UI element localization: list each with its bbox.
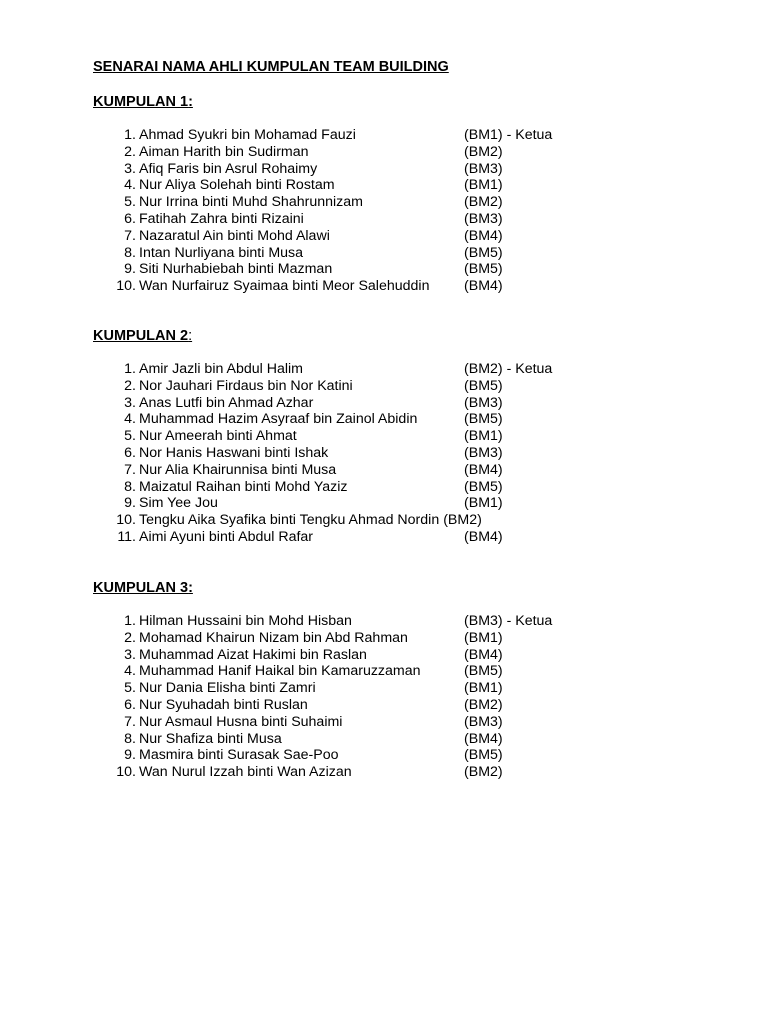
item-number: 8. bbox=[124, 244, 136, 261]
list-item bbox=[93, 428, 733, 445]
member-name: Amir Jazli bin Abdul Halim bbox=[139, 361, 304, 377]
item-number: 10. bbox=[116, 764, 136, 781]
member-name: Nur Ameerah binti Ahmat bbox=[139, 428, 297, 445]
list-item bbox=[93, 462, 733, 479]
group-title-text: KUMPULAN 3 bbox=[93, 580, 189, 596]
item-number: 4. bbox=[124, 663, 136, 680]
member-class-code: (BM5) bbox=[464, 478, 503, 495]
member-class-code: (BM1) bbox=[464, 495, 503, 512]
group-section bbox=[93, 328, 733, 546]
member-class-code: (BM2) bbox=[464, 764, 503, 781]
item-number: 7. bbox=[124, 461, 136, 478]
member-class-code: (BM3) bbox=[464, 210, 503, 227]
item-number: 9. bbox=[124, 261, 136, 278]
member-name: Nazaratul Ain binti Mohd Alawi bbox=[139, 227, 330, 244]
list-item bbox=[93, 613, 733, 630]
member-class-code: (BM5) bbox=[464, 261, 503, 278]
list-item bbox=[93, 529, 733, 546]
member-list bbox=[93, 127, 733, 295]
member-class-code: (BM4) bbox=[464, 730, 503, 747]
member-class-code: (BM1) bbox=[464, 629, 503, 646]
group-title bbox=[93, 94, 733, 111]
list-item bbox=[93, 647, 733, 664]
item-number: 6. bbox=[124, 210, 136, 227]
member-name: Ahmad Syukri bin Mohamad Fauzi bbox=[139, 127, 356, 143]
list-item bbox=[93, 278, 733, 295]
list-item bbox=[93, 764, 733, 781]
member-class-code: (BM2) bbox=[443, 512, 482, 529]
member-class-code: (BM1) bbox=[464, 428, 503, 445]
member-entry bbox=[139, 512, 482, 529]
member-name: Nor Jauhari Firdaus bin Nor Katini bbox=[139, 377, 353, 394]
item-number: 11. bbox=[117, 528, 136, 545]
group-title-colon: : bbox=[188, 580, 193, 596]
item-number: 10. bbox=[116, 278, 136, 295]
member-class-code: (BM3) - Ketua bbox=[464, 613, 553, 629]
member-class-code: (BM3) bbox=[464, 394, 503, 411]
member-class-code: (BM3) bbox=[464, 160, 503, 177]
item-number: 1. bbox=[124, 127, 136, 143]
item-number: 3. bbox=[124, 394, 136, 411]
item-number: 2. bbox=[124, 629, 136, 646]
list-item bbox=[93, 630, 733, 647]
member-name: Masmira binti Surasak Sae-Poo bbox=[139, 747, 339, 764]
member-class-code: (BM2) bbox=[464, 194, 503, 211]
member-name: Siti Nurhabiebah binti Mazman bbox=[139, 261, 333, 278]
item-number: 1. bbox=[124, 613, 136, 629]
list-item bbox=[93, 228, 733, 245]
item-number: 6. bbox=[124, 696, 136, 713]
member-name: Wan Nurul Izzah binti Wan Azizan bbox=[139, 764, 352, 781]
document-title: SENARAI NAMA AHLI KUMPULAN TEAM BUILDING bbox=[93, 59, 449, 75]
member-class-code: (BM2) - Ketua bbox=[464, 361, 553, 377]
list-item bbox=[93, 127, 733, 144]
list-item bbox=[93, 261, 733, 278]
member-name: Anas Lutfi bin Ahmad Azhar bbox=[139, 394, 314, 411]
list-item bbox=[93, 245, 733, 262]
member-class-code: (BM3) bbox=[464, 713, 503, 730]
list-item bbox=[93, 144, 733, 161]
list-item bbox=[93, 495, 733, 512]
member-name: Nur Aliya Solehah binti Rostam bbox=[139, 177, 335, 194]
list-item bbox=[93, 194, 733, 211]
member-name: Aiman Harith bin Sudirman bbox=[139, 143, 309, 160]
list-item bbox=[93, 680, 733, 697]
member-name: Nur Syuhadah binti Ruslan bbox=[139, 696, 308, 713]
member-class-code: (BM2) bbox=[464, 143, 503, 160]
item-number: 7. bbox=[124, 227, 136, 244]
group-title-text: KUMPULAN 1 bbox=[93, 94, 189, 110]
member-class-code: (BM1) bbox=[464, 177, 503, 194]
member-class-code: (BM5) bbox=[464, 747, 503, 764]
member-class-code: (BM5) bbox=[464, 411, 503, 428]
member-name: Nur Dania Elisha binti Zamri bbox=[139, 680, 316, 697]
member-name: Muhammad Hazim Asyraaf bin Zainol Abidin bbox=[139, 411, 418, 428]
list-item bbox=[93, 411, 733, 428]
item-number: 2. bbox=[124, 377, 136, 394]
member-name: Muhammad Aizat Hakimi bin Raslan bbox=[139, 646, 367, 663]
list-item bbox=[93, 663, 733, 680]
member-name: Aimi Ayuni binti Abdul Rafar bbox=[139, 528, 314, 545]
item-number: 1. bbox=[124, 361, 136, 377]
member-class-code: (BM3) bbox=[464, 444, 503, 461]
list-item bbox=[93, 479, 733, 496]
list-item bbox=[93, 512, 733, 529]
member-name: Wan Nurfairuz Syaimaa binti Meor Salehuddin bbox=[139, 278, 430, 295]
list-item bbox=[93, 211, 733, 228]
member-name: Nur Irrina binti Muhd Shahrunnizam bbox=[139, 194, 363, 211]
item-number: 7. bbox=[124, 713, 136, 730]
item-number: 6. bbox=[124, 444, 136, 461]
member-list bbox=[93, 613, 733, 781]
member-class-code: (BM4) bbox=[464, 278, 503, 295]
member-name: Tengku Aika Syafika binti Tengku Ahmad Nordin bbox=[139, 512, 440, 529]
list-item bbox=[93, 161, 733, 178]
item-number: 4. bbox=[124, 177, 136, 194]
list-item bbox=[93, 697, 733, 714]
group-section bbox=[93, 94, 733, 295]
group-title bbox=[93, 580, 733, 597]
member-class-code: (BM4) bbox=[464, 528, 503, 545]
member-class-code: (BM4) bbox=[464, 646, 503, 663]
member-class-code: (BM4) bbox=[464, 227, 503, 244]
member-name: Nor Hanis Haswani binti Ishak bbox=[139, 444, 329, 461]
list-item bbox=[93, 361, 733, 378]
item-number: 2. bbox=[124, 143, 136, 160]
group-title-colon: : bbox=[188, 328, 193, 344]
item-number: 8. bbox=[124, 478, 136, 495]
member-name: Nur Shafiza binti Musa bbox=[139, 730, 282, 747]
list-item bbox=[93, 395, 733, 412]
list-item bbox=[93, 714, 733, 731]
item-number: 5. bbox=[124, 194, 136, 211]
member-name: Hilman Hussaini bin Mohd Hisban bbox=[139, 613, 352, 629]
member-class-code: (BM5) bbox=[464, 377, 503, 394]
member-class-code: (BM1) bbox=[464, 680, 503, 697]
member-name: Fatihah Zahra binti Rizaini bbox=[139, 210, 304, 227]
member-name: Maizatul Raihan binti Mohd Yaziz bbox=[139, 478, 348, 495]
member-class-code: (BM2) bbox=[464, 696, 503, 713]
list-item bbox=[93, 747, 733, 764]
item-number: 5. bbox=[124, 428, 136, 445]
item-number: 10. bbox=[116, 512, 136, 529]
member-class-code: (BM1) - Ketua bbox=[464, 127, 553, 143]
member-list bbox=[93, 361, 733, 546]
group-title bbox=[93, 328, 733, 345]
item-number: 9. bbox=[124, 747, 136, 764]
member-name: Mohamad Khairun Nizam bin Abd Rahman bbox=[139, 629, 408, 646]
member-name: Sim Yee Jou bbox=[139, 495, 218, 512]
member-class-code: (BM5) bbox=[464, 663, 503, 680]
item-number: 3. bbox=[124, 646, 136, 663]
group-title-text: KUMPULAN 2 bbox=[93, 328, 189, 344]
group-title-colon: : bbox=[188, 94, 193, 110]
list-item bbox=[93, 731, 733, 748]
member-name: Nur Asmaul Husna binti Suhaimi bbox=[139, 713, 343, 730]
item-number: 5. bbox=[124, 680, 136, 697]
member-name: Muhammad Hanif Haikal bin Kamaruzzaman bbox=[139, 663, 421, 680]
list-item bbox=[93, 177, 733, 194]
member-class-code: (BM5) bbox=[464, 244, 503, 261]
member-class-code: (BM4) bbox=[464, 461, 503, 478]
item-number: 4. bbox=[124, 411, 136, 428]
member-name: Intan Nurliyana binti Musa bbox=[139, 244, 304, 261]
member-name: Afiq Faris bin Asrul Rohaimy bbox=[139, 160, 318, 177]
list-item bbox=[93, 445, 733, 462]
list-item bbox=[93, 378, 733, 395]
member-name: Nur Alia Khairunnisa binti Musa bbox=[139, 461, 337, 478]
item-number: 3. bbox=[124, 160, 136, 177]
group-section bbox=[93, 580, 733, 781]
item-number: 8. bbox=[124, 730, 136, 747]
item-number: 9. bbox=[124, 495, 136, 512]
